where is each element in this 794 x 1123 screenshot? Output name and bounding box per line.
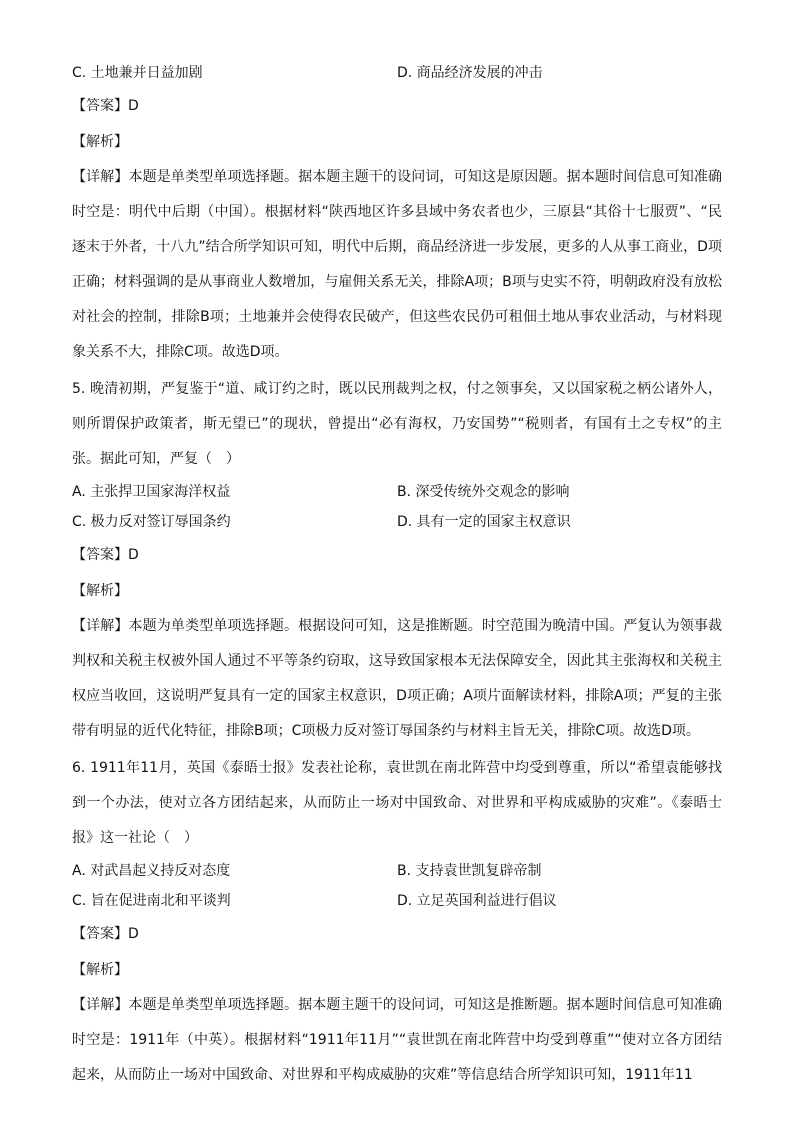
q6-options-row1 bbox=[72, 856, 722, 886]
q4-answer: 【答案】D bbox=[72, 98, 139, 114]
q5-option-b[interactable]: B. 深受传统外交观念的影响 bbox=[397, 484, 570, 500]
q5-detail: 【详解】本题为单类型单项选择题。根据设问可知，这是推断题。时空范围为晚清中国。严复认为领事裁判权和关税主权被外国人通过不平等条约窃取，这导致国家根本无法保障安全，因此其主张海权和关税主权应当收回，这说明严复具有一定的国家主权意识，D项正确；A项片面解读材料，排除A项；严复的主张带有明显的近代化特征，排除B项；C项极力反对签订辱国条约与材料主旨无关，排除C项。故选D项。 bbox=[72, 618, 722, 739]
q6-stem: 6. 1911年11月，英国《泰晤士报》发表社论称，袁世凯在南北阵营中均受到尊重，所以“希望袁能够找到一个办法，使对立各方团结起来，从而防止一场对中国致命、对世界和平构成威胁的灾难”。《泰晤士报》这一社论（ ） bbox=[72, 760, 722, 846]
q4-analysis-label: 【解析】 bbox=[72, 134, 128, 150]
q5-options-row1 bbox=[72, 477, 722, 507]
q5-analysis-label: 【解析】 bbox=[72, 583, 128, 599]
q6-detail: 【详解】本题是单类型单项选择题。据本题主题干的设问词，可知这是推断题。据本题时间信息可知准确时空是：1911年（中英）。根据材料“1911年11月”“袁世凯在南北阵营中均受到尊重”“使对立各方团结起来，从而防止一场对中国致命、对世界和平构成威胁的灾难”等信息结合所学知识可知，1911年11 bbox=[72, 997, 722, 1083]
q4-detail: 【详解】本题是单类型单项选择题。据本题主题干的设问词，可知这是原因题。据本题时间信息可知准确时空是：明代中后期（中国）。根据材料“陕西地区许多县域中务农者也少，三原县“其俗十七服贾”、“民逐末于外者，十八九”结合所学知识可知，明代中后期，商品经济进一步发展，更多的人从事工商业，D项正确；材料强调的是从事商业人数增加，与雇佣关系无关，排除A项；B项与史实不符，明朝政府没有放松对社会的控制，排除B项；土地兼并会使得农民破产，但这些农民仍可租佃土地从事农业活动，与材料现象关系不大，排除C项。故选D项。 bbox=[72, 169, 722, 360]
q6-option-d[interactable]: D. 立足英国利益进行倡议 bbox=[397, 893, 557, 909]
q4-option-d[interactable]: D. 商品经济发展的冲击 bbox=[397, 65, 543, 81]
q5-stem: 5. 晚清初期，严复鉴于“道、咸订约之时，既以民刑裁判之权，付之领事矣，又以国家税之柄公诸外人，则所谓保护政策者，斯无望已”的现状，曾提出“必有海权，乃安国势”“税则者，有国有土之专权”的主张。据此可知，严复（ ） bbox=[72, 381, 722, 467]
q6-option-b[interactable]: B. 支持袁世凯复辟帝制 bbox=[397, 863, 542, 879]
q6-answer: 【答案】D bbox=[72, 926, 139, 942]
q5-option-c[interactable]: C. 极力反对签订辱国条约 bbox=[72, 514, 231, 530]
q4-options bbox=[72, 58, 722, 88]
q5-answer: 【答案】D bbox=[72, 547, 139, 563]
q6-analysis-label: 【解析】 bbox=[72, 962, 128, 978]
document-page bbox=[72, 58, 722, 1093]
q6-options-row2 bbox=[72, 886, 722, 916]
q6-option-c[interactable]: C. 旨在促进南北和平谈判 bbox=[72, 893, 231, 909]
q4-option-c[interactable]: C. 土地兼并日益加剧 bbox=[72, 65, 203, 81]
q6-option-a[interactable]: A. 对武昌起义持反对态度 bbox=[72, 863, 231, 879]
q5-options-row2 bbox=[72, 507, 722, 537]
q5-option-a[interactable]: A. 主张捍卫国家海洋权益 bbox=[72, 484, 231, 500]
q5-option-d[interactable]: D. 具有一定的国家主权意识 bbox=[397, 514, 571, 530]
